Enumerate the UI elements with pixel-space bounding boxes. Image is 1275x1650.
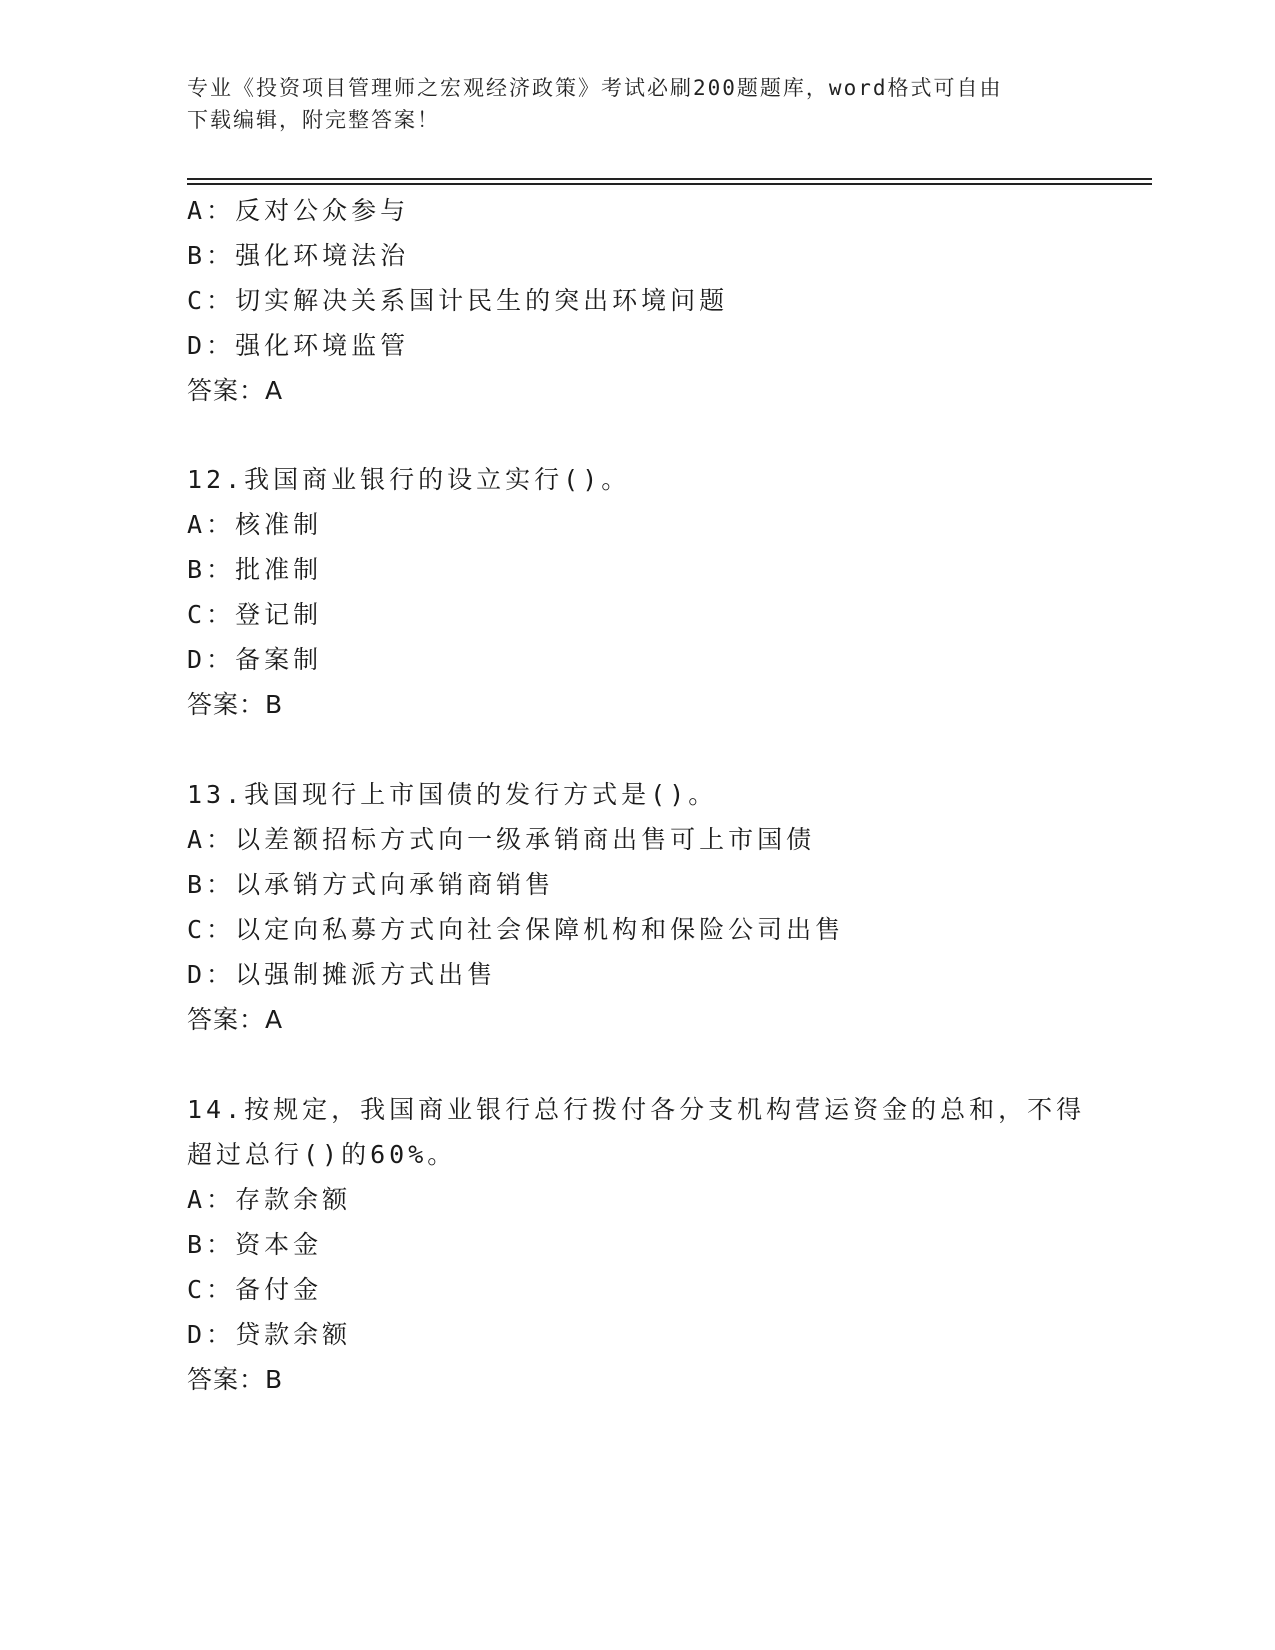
- q12-option-b: [187, 552, 322, 588]
- header-line-1: 专业《投资项目管理师之宏观经济政策》考试必刷200题题库，word格式可自由: [187, 76, 1003, 100]
- header-divider-bottom: [187, 183, 1152, 185]
- option-text: 切实解决关系国计民生的突出环境问题: [235, 286, 729, 315]
- option-text: 贷款余额: [235, 1320, 352, 1349]
- q13-answer: 答案：A: [187, 1005, 284, 1034]
- q14-option-c: [187, 1272, 322, 1308]
- q11-option-b: [187, 238, 409, 274]
- option-text: 以承销方式向承销商销售: [235, 870, 555, 899]
- option-text: 核准制: [235, 510, 323, 539]
- q13-stem: 13.我国现行上市国债的发行方式是()。: [187, 780, 718, 809]
- option-key: A：: [187, 1185, 236, 1214]
- q14-stem-line-1: 14.按规定，我国商业银行总行拨付各分支机构营运资金的总和，不得: [187, 1095, 1086, 1124]
- option-text: 以差额招标方式向一级承销商出售可上市国债: [235, 825, 816, 854]
- option-key: B：: [187, 555, 236, 584]
- q12-option-c: [187, 597, 322, 633]
- q14-answer: 答案：B: [187, 1365, 284, 1394]
- q13-option-c: [187, 912, 844, 948]
- header-divider-top: [187, 178, 1152, 180]
- option-text: 登记制: [235, 600, 323, 629]
- document-header: [187, 72, 1087, 136]
- q13-option-a: [187, 822, 815, 858]
- option-key: C：: [187, 1275, 236, 1304]
- option-key: C：: [187, 600, 236, 629]
- q12-option-d: [187, 642, 322, 678]
- option-text: 存款余额: [235, 1185, 352, 1214]
- q12-stem: 12.我国商业银行的设立实行()。: [187, 465, 631, 494]
- option-text: 以定向私募方式向社会保障机构和保险公司出售: [235, 915, 845, 944]
- option-key: B：: [187, 1230, 236, 1259]
- option-key: A：: [187, 196, 236, 225]
- q14-option-b: [187, 1227, 322, 1263]
- q13-option-b: [187, 867, 554, 903]
- option-key: D：: [187, 331, 236, 360]
- q14-option-d: [187, 1317, 351, 1353]
- option-key: B：: [187, 241, 236, 270]
- option-key: D：: [187, 645, 236, 674]
- option-text: 批准制: [235, 555, 323, 584]
- q11-option-c: [187, 283, 728, 319]
- option-text: 备付金: [235, 1275, 323, 1304]
- option-key: C：: [187, 286, 236, 315]
- option-text: 反对公众参与: [235, 196, 410, 225]
- q14-stem-line-2: 超过总行()的60%。: [187, 1140, 457, 1169]
- option-key: D：: [187, 1320, 236, 1349]
- option-text: 资本金: [235, 1230, 323, 1259]
- q11-option-a: [187, 193, 409, 229]
- q11-option-d: [187, 328, 409, 364]
- option-key: B：: [187, 870, 236, 899]
- option-text: 备案制: [235, 645, 323, 674]
- header-line-2: 下载编辑，附完整答案！: [187, 108, 440, 132]
- option-text: 强化环境法治: [235, 241, 410, 270]
- option-key: C：: [187, 915, 236, 944]
- q13-option-d: [187, 957, 496, 993]
- option-text: 以强制摊派方式出售: [235, 960, 497, 989]
- option-text: 强化环境监管: [235, 331, 410, 360]
- q12-answer: 答案：B: [187, 690, 284, 719]
- q12-option-a: [187, 507, 322, 543]
- q14-option-a: [187, 1182, 351, 1218]
- option-key: A：: [187, 510, 236, 539]
- q11-answer: 答案：A: [187, 376, 284, 405]
- option-key: D：: [187, 960, 236, 989]
- option-key: A：: [187, 825, 236, 854]
